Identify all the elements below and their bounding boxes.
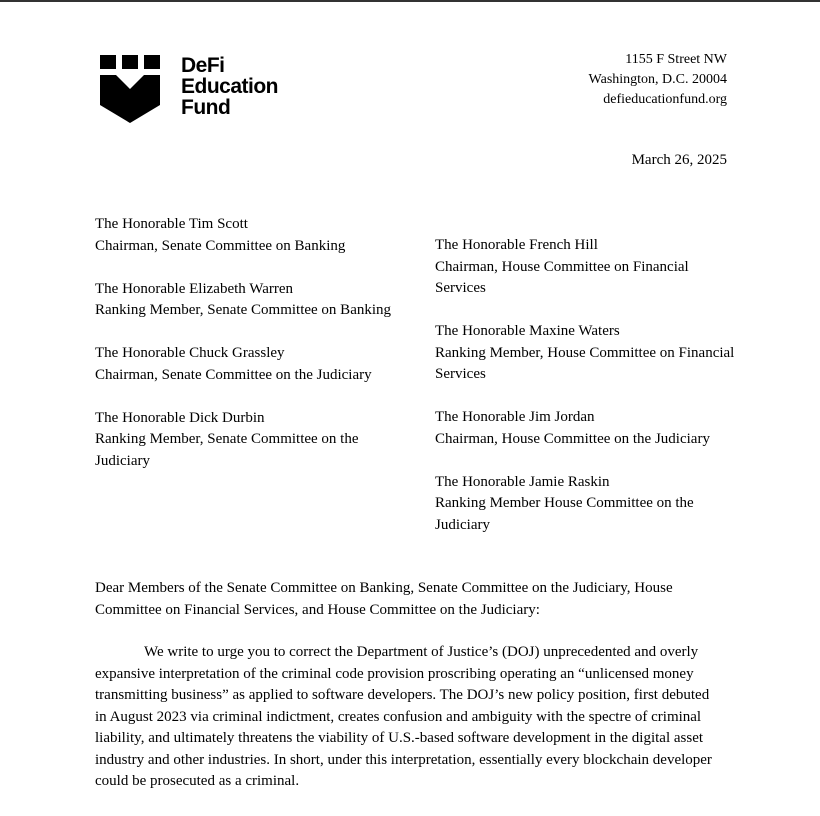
addressee-name: The Honorable Elizabeth Warren — [95, 280, 294, 297]
address-line: 1155 F Street NW — [625, 52, 727, 67]
letterhead-logo — [100, 55, 290, 125]
addressee-title: Chairman, Senate Committee on the Judiciary — [95, 366, 372, 383]
addressee-name: The Honorable French Hill — [435, 237, 598, 253]
salutation: Dear Members of the Senate Committee on Banking, Senate Committee on the Judiciary, House Committee on Financial Services, and House Committee on the Judiciary: — [95, 580, 673, 618]
top-border — [0, 0, 820, 2]
addressee-name: The Honorable Tim Scott — [95, 216, 248, 232]
address-line: Washington, D.C. 20004 — [588, 72, 727, 87]
letter-date: March 26, 2025 — [631, 152, 727, 168]
addressee — [435, 321, 735, 386]
addressees-left-column — [95, 214, 395, 494]
address-website: defieducationfund.org — [603, 92, 727, 107]
addressee-title: Chairman, House Committee on the Judiciary — [435, 430, 710, 447]
addressee-title: Ranking Member, Senate Committee on the Judiciary — [95, 431, 359, 469]
addressees-right-column — [435, 235, 735, 558]
addressee — [435, 235, 735, 300]
addressee-title: Chairman, Senate Committee on Banking — [95, 237, 346, 254]
logo-wordmark — [181, 55, 278, 118]
addressee-title: Ranking Member House Committee on the Judiciary — [435, 495, 694, 533]
addressee — [435, 407, 735, 450]
addressee — [95, 343, 395, 386]
defi-education-fund-logo-icon — [100, 55, 160, 123]
addressee-name: The Honorable Jim Jordan — [435, 409, 595, 425]
addressee — [95, 214, 395, 257]
addressee-name: The Honorable Chuck Grassley — [95, 345, 285, 361]
addressee — [95, 408, 395, 473]
addressee-name: The Honorable Jamie Raskin — [435, 473, 610, 490]
logo-line: Education — [181, 75, 279, 98]
addressee-title: Chairman, House Committee on Financial Services — [435, 258, 689, 296]
addressee-title: Ranking Member, Senate Committee on Banking — [95, 302, 392, 318]
addressee-title: Ranking Member, House Committee on Financial Services — [435, 344, 735, 382]
sender-address — [589, 50, 727, 110]
logo-line: Fund — [181, 96, 231, 119]
addressee — [95, 279, 395, 322]
body-paragraph: We write to urge you to correct the Department of Justice’s (DOJ) unprecedented and overly expansive interpretation of the criminal code provision proscribing operating an “unlicensed money transmitting business” as applied to software developers. The DOJ’s new policy position, first debuted in August 2023 via criminal indictment, creates confusion and ambiguity with the spectre of criminal liability, and ultimately threatens the viability of U.S.-based software development in the digital asset industry and other industries. In short, under this interpretation, essentially every blockchain developer could be prosecuted as a criminal. — [95, 644, 712, 789]
addressee — [435, 472, 735, 537]
addressee-name: The Honorable Maxine Waters — [435, 323, 620, 339]
logo-line: DeFi — [181, 54, 225, 77]
addressee-name: The Honorable Dick Durbin — [95, 409, 265, 426]
